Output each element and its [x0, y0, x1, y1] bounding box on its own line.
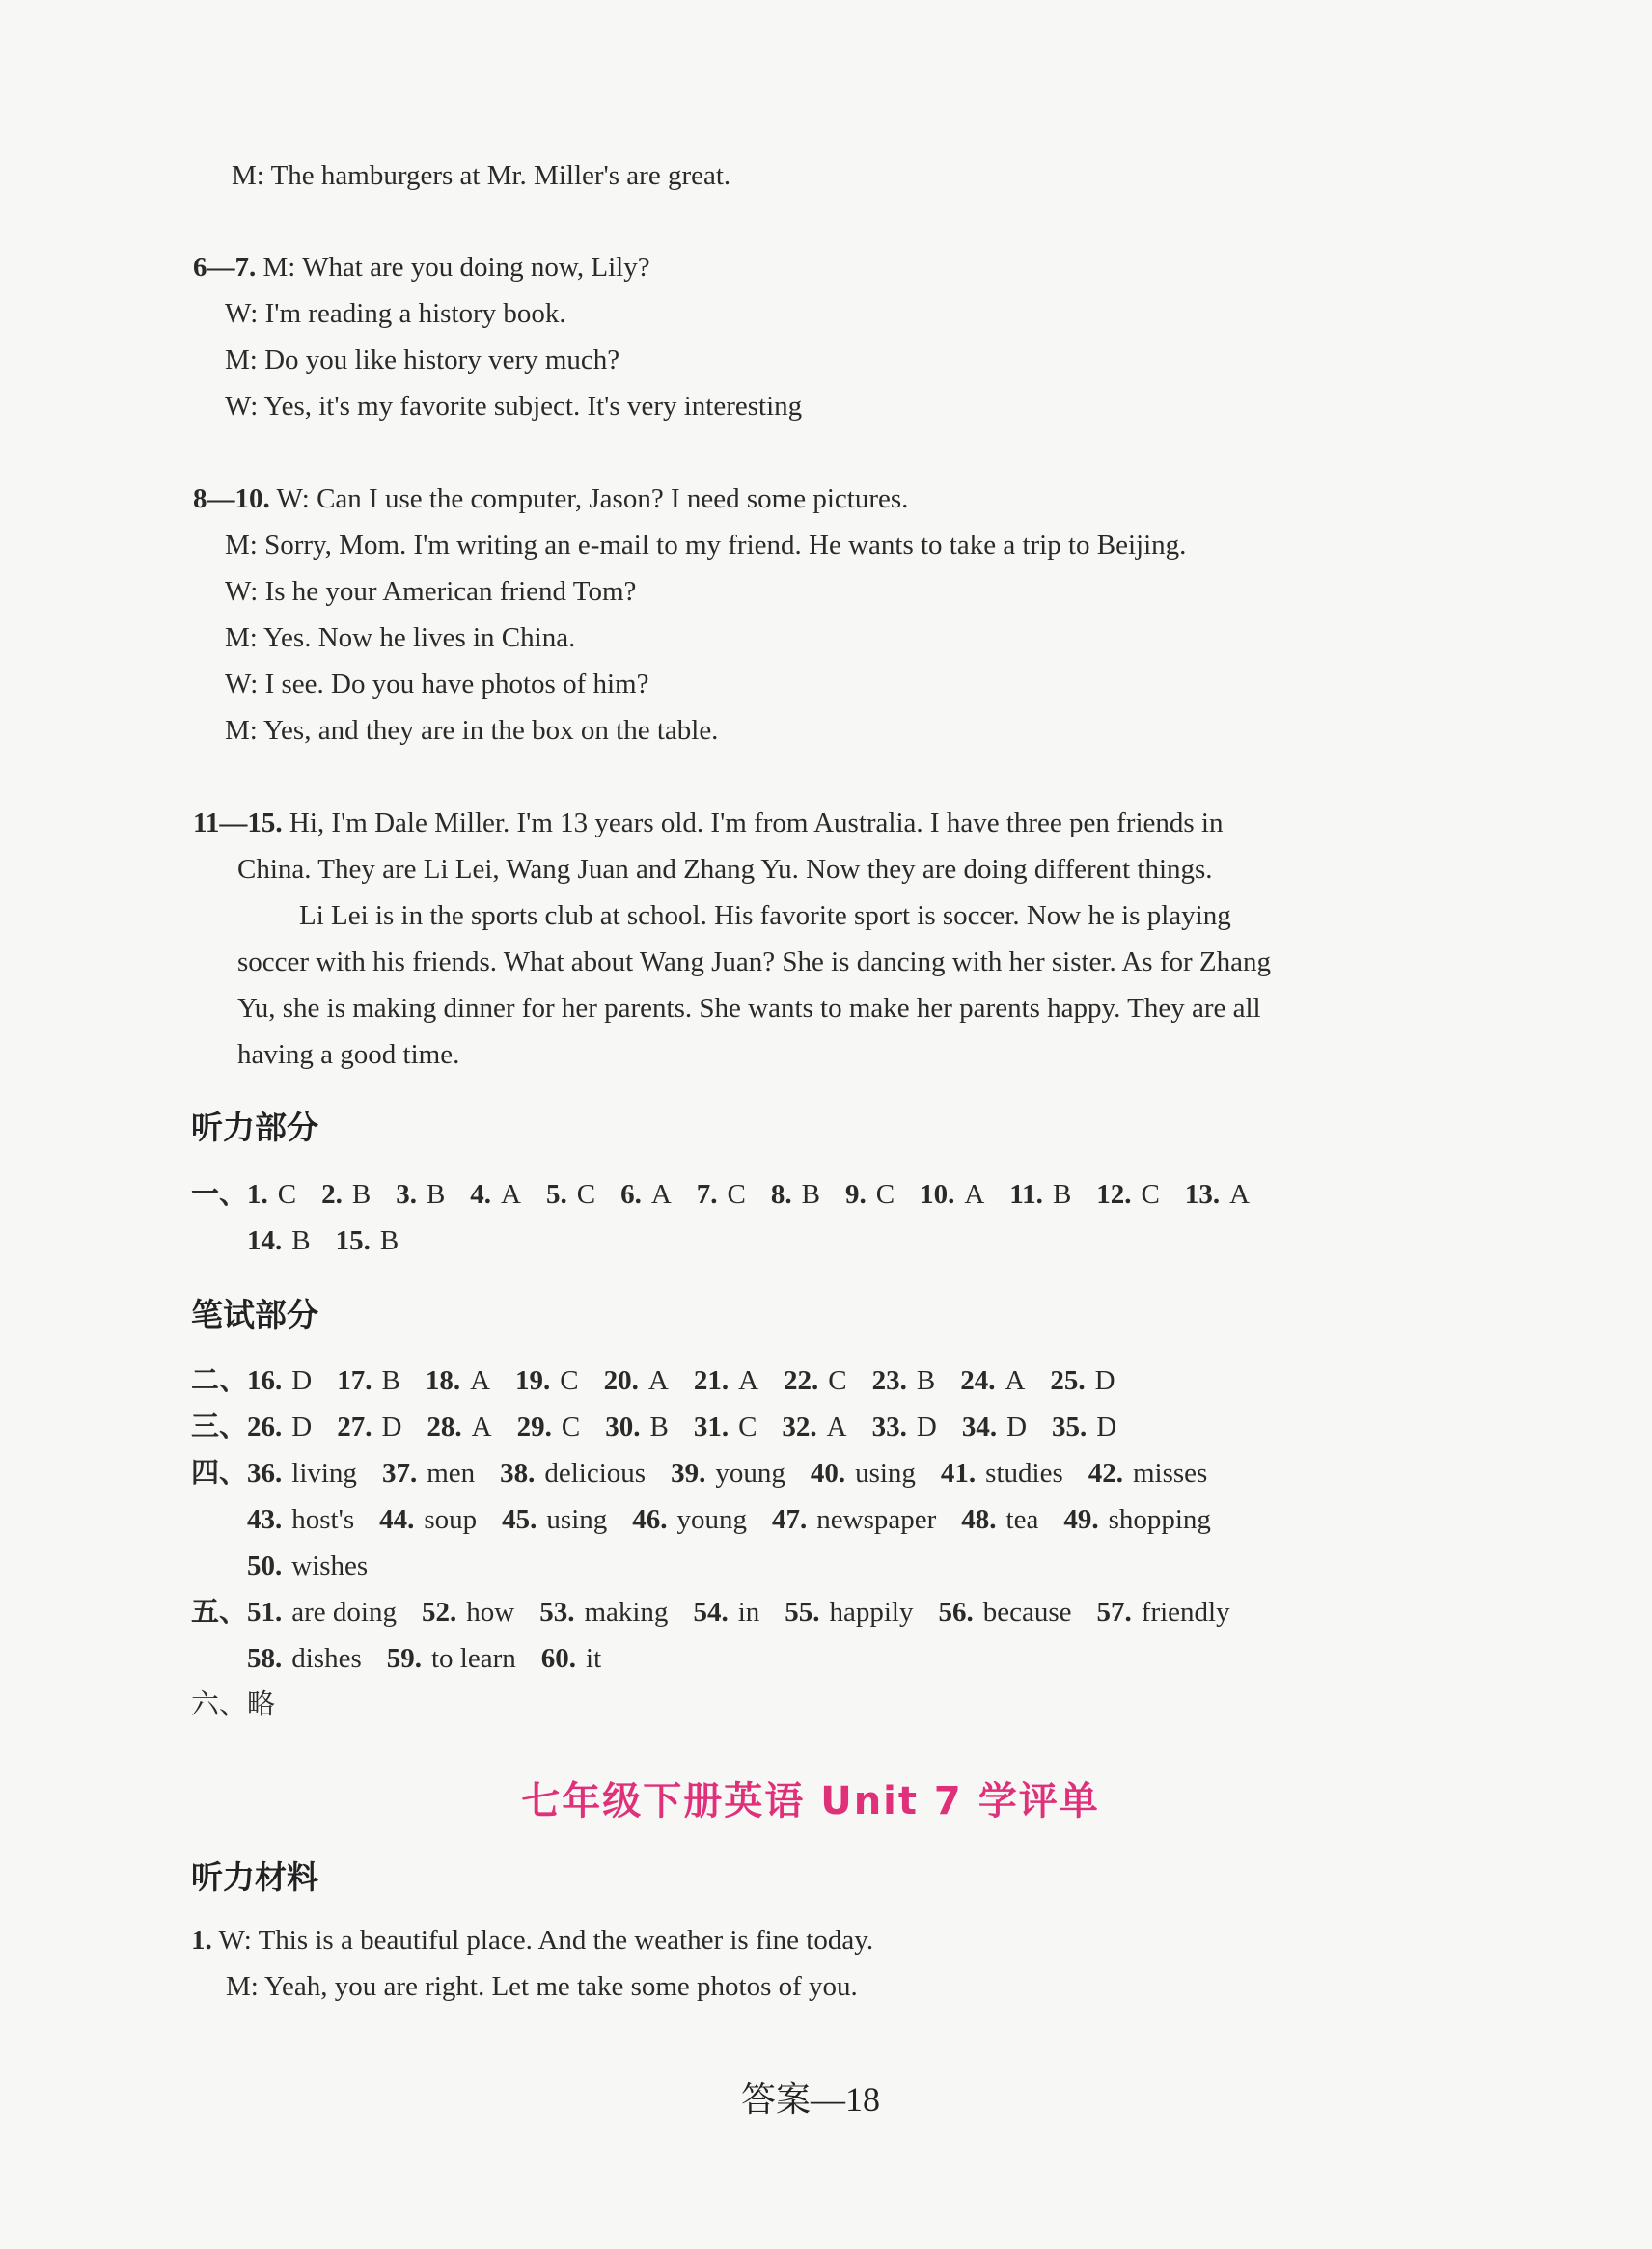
answer-number: 39.	[671, 1458, 706, 1489]
answer-number: 41.	[940, 1458, 977, 1489]
answer-list	[247, 1458, 1207, 1489]
answer-value: to learn	[431, 1643, 516, 1674]
answer-number: 13.	[1184, 1179, 1221, 1210]
answer-value: host's	[291, 1504, 355, 1535]
answer-number: 12.	[1096, 1179, 1132, 1210]
passage-line: having a good time.	[237, 1039, 460, 1070]
answer-number: 23.	[871, 1365, 907, 1396]
answer-list	[247, 1365, 1115, 1396]
answer-value: studies	[985, 1458, 1063, 1489]
answer-value: D	[291, 1365, 313, 1396]
answer-value: B	[649, 1412, 669, 1442]
answer-number: 56.	[938, 1597, 974, 1628]
answer-value: using	[546, 1504, 608, 1535]
answer-number: 5.	[546, 1179, 567, 1210]
question-number: 8—10.	[193, 483, 270, 514]
answer-list	[247, 1643, 601, 1674]
dialogue-line: M: Yes. Now he lives in China.	[225, 622, 576, 653]
passage-11-15	[193, 804, 1223, 842]
passage-line: Hi, I'm Dale Miller. I'm 13 years old. I'm from Australia. I have three pen friends in	[289, 808, 1224, 838]
answer-row	[247, 1639, 601, 1678]
section-prefix: 一、	[191, 1179, 248, 1210]
answer-number: 60.	[540, 1643, 577, 1674]
answer-row	[191, 1361, 1115, 1400]
answer-value: A	[1229, 1179, 1251, 1210]
answer-number: 32.	[782, 1412, 817, 1442]
answer-number: 46.	[632, 1504, 668, 1535]
dialogue-line: M: What are you doing now, Lily?	[262, 252, 650, 283]
answer-number: 44.	[379, 1504, 415, 1535]
answer-number: 27.	[337, 1412, 372, 1442]
passage-line: soccer with his friends. What about Wang Juan? She is dancing with her sister. As for Zhang	[237, 946, 1271, 977]
passage-line: Yu, she is making dinner for her parents. She wants to make her parents happy. They are all	[237, 993, 1261, 1024]
answer-number: 9.	[844, 1179, 867, 1210]
answer-value: A	[647, 1365, 669, 1396]
answer-number: 50.	[247, 1550, 283, 1581]
answer-number: 3.	[396, 1179, 417, 1210]
answer-value: how	[466, 1597, 515, 1628]
answer-value: A	[501, 1179, 521, 1210]
answer-number: 51.	[247, 1597, 283, 1628]
dialogue-line: W: I see. Do you have photos of him?	[225, 669, 649, 699]
dialogue-line: M: Yeah, you are right. Let me take some photos of you.	[226, 1971, 858, 2002]
answer-value: using	[855, 1458, 916, 1489]
answer-list	[247, 1179, 1250, 1210]
answer-value: D	[1006, 1412, 1028, 1442]
answer-list	[247, 1412, 1116, 1442]
answer-number: 22.	[784, 1365, 819, 1396]
answer-number: 6.	[620, 1179, 642, 1210]
section-prefix: 五、	[191, 1597, 248, 1628]
passage-line: China. They are Li Lei, Wang Juan and Zhang Yu. Now they are doing different things.	[237, 854, 1213, 885]
answer-number: 31.	[693, 1412, 730, 1442]
answer-value: happily	[829, 1597, 914, 1628]
answer-value: wishes	[291, 1550, 369, 1581]
answer-row	[247, 1221, 399, 1260]
answer-value: D	[381, 1412, 402, 1442]
answer-value: D	[291, 1412, 313, 1442]
dialogue-line: M: Sorry, Mom. I'm writing an e-mail to my friend. He wants to take a trip to Beijing.	[225, 530, 1187, 561]
dialogue-1	[191, 1921, 873, 1960]
answer-list	[247, 1225, 399, 1256]
answer-value: young	[676, 1504, 747, 1535]
answer-number: 28.	[427, 1412, 462, 1442]
answer-number: 33.	[871, 1412, 907, 1442]
section-prefix: 三、	[191, 1412, 248, 1442]
answer-value: men	[427, 1458, 476, 1489]
section-heading-materials: 听力材料	[191, 1858, 318, 1896]
answer-number: 11.	[1009, 1179, 1043, 1210]
answer-number: 7.	[696, 1179, 718, 1210]
answer-value: B	[379, 1225, 399, 1256]
answer-value: A	[738, 1365, 759, 1396]
passage-line: Li Lei is in the sports club at school. His favorite sport is soccer. Now he is playing	[299, 900, 1231, 931]
answer-number: 18.	[425, 1365, 461, 1396]
answer-number: 34.	[961, 1412, 998, 1442]
answer-row	[191, 1593, 1230, 1632]
answer-value: C	[576, 1179, 596, 1210]
dialogue-line: M: Yes, and they are in the box on the table.	[225, 715, 719, 746]
answer-value: C	[828, 1365, 847, 1396]
answer-number: 48.	[961, 1504, 997, 1535]
answer-number: 52.	[421, 1597, 457, 1628]
answer-value: newspaper	[816, 1504, 937, 1535]
answer-number: 19.	[515, 1365, 551, 1396]
dialogue-6-7	[193, 248, 650, 287]
dialogue-line: W: This is a beautiful place. And the weather is fine today.	[218, 1925, 874, 1956]
answer-row	[191, 1454, 1207, 1493]
answer-number: 58.	[247, 1643, 283, 1674]
answer-number: 40.	[810, 1458, 846, 1489]
answer-row	[191, 1408, 1116, 1446]
answer-number: 26.	[247, 1412, 283, 1442]
answer-number: 24.	[960, 1365, 996, 1396]
dialogue-line: M: The hamburgers at Mr. Miller's are great.	[232, 160, 731, 191]
section-heading-listening: 听力部分	[191, 1109, 318, 1146]
answer-value: in	[737, 1597, 760, 1628]
answer-value: making	[584, 1597, 669, 1628]
answer-value: B	[801, 1179, 820, 1210]
answer-value: C	[738, 1412, 757, 1442]
answer-value: young	[715, 1458, 785, 1489]
answer-value: friendly	[1141, 1597, 1230, 1628]
answer-value: C	[561, 1412, 581, 1442]
answer-number: 38.	[500, 1458, 536, 1489]
answer-value: D	[1096, 1412, 1117, 1442]
answer-list	[247, 1504, 1211, 1535]
answer-value: A	[826, 1412, 847, 1442]
section-heading-written: 笔试部分	[191, 1296, 318, 1333]
dialogue-line: W: Is he your American friend Tom?	[225, 576, 637, 607]
answer-number: 53.	[539, 1597, 575, 1628]
answer-number: 14.	[247, 1225, 283, 1256]
answer-number: 21.	[693, 1365, 730, 1396]
answer-list	[247, 1597, 1230, 1628]
page-footer: 答案—18	[740, 2080, 880, 2119]
answer-value: it	[586, 1643, 602, 1674]
answer-number: 29.	[516, 1412, 552, 1442]
answer-value: misses	[1132, 1458, 1208, 1489]
answer-number: 4.	[470, 1179, 492, 1210]
answer-number: 30.	[605, 1412, 641, 1442]
answer-number: 49.	[1063, 1504, 1099, 1535]
dialogue-line: M: Do you like history very much?	[225, 344, 620, 375]
answer-value: shopping	[1108, 1504, 1211, 1535]
answer-value: C	[727, 1179, 746, 1210]
question-number: 1.	[191, 1925, 212, 1956]
answer-value: A	[470, 1365, 491, 1396]
answer-row	[191, 1175, 1250, 1214]
answer-value: D	[916, 1412, 937, 1442]
answer-number: 55.	[785, 1597, 820, 1628]
answer-value: soup	[424, 1504, 478, 1535]
dialogue-line: W: I'm reading a history book.	[225, 298, 566, 329]
answer-number: 1.	[247, 1179, 268, 1210]
answer-value: tea	[1005, 1504, 1039, 1535]
answer-number: 36.	[247, 1458, 283, 1489]
answer-number: 43.	[247, 1504, 283, 1535]
answer-value: A	[650, 1179, 672, 1210]
answer-number: 17.	[337, 1365, 372, 1396]
unit-title: 七年级下册英语 Unit 7 学评单	[521, 1779, 1100, 1824]
answer-value: B	[381, 1365, 400, 1396]
answer-value: B	[426, 1179, 446, 1210]
answer-row	[247, 1500, 1211, 1539]
question-number: 6—7.	[193, 252, 257, 283]
answer-value: delicious	[544, 1458, 647, 1489]
answer-number: 57.	[1096, 1597, 1132, 1628]
answer-number: 8.	[770, 1179, 792, 1210]
answer-number: 10.	[920, 1179, 955, 1210]
section-prefix: 四、	[191, 1458, 248, 1489]
answer-value: A	[1005, 1365, 1026, 1396]
dialogue-line: W: Yes, it's my favorite subject. It's very interesting	[225, 391, 803, 422]
answer-row	[247, 1547, 368, 1585]
answer-value: C	[875, 1179, 895, 1210]
answer-value: B	[916, 1365, 936, 1396]
dialogue-line: W: Can I use the computer, Jason? I need some pictures.	[276, 483, 909, 514]
question-number: 11—15.	[193, 808, 283, 838]
answer-value: D	[1094, 1365, 1115, 1396]
answer-value: because	[982, 1597, 1072, 1628]
answer-value: C	[277, 1179, 297, 1210]
answer-value: C	[560, 1365, 579, 1396]
answer-number: 16.	[247, 1365, 283, 1396]
answer-value: A	[964, 1179, 985, 1210]
answer-value: A	[471, 1412, 492, 1442]
answer-number: 2.	[321, 1179, 343, 1210]
answer-number: 59.	[386, 1643, 422, 1674]
answer-list	[247, 1550, 368, 1581]
dialogue-8-10	[193, 480, 908, 518]
answer-number: 42.	[1088, 1458, 1123, 1489]
answer-value: C	[1141, 1179, 1160, 1210]
answer-number: 35.	[1052, 1412, 1088, 1442]
answer-value: B	[1052, 1179, 1072, 1210]
answer-value: B	[291, 1225, 311, 1256]
answer-number: 37.	[381, 1458, 418, 1489]
answer-value: living	[291, 1458, 357, 1489]
section-prefix: 二、	[191, 1365, 248, 1396]
answer-number: 45.	[502, 1504, 537, 1535]
answer-number: 47.	[772, 1504, 808, 1535]
answer-value: dishes	[291, 1643, 362, 1674]
answer-number: 20.	[603, 1365, 639, 1396]
answer-number: 15.	[335, 1225, 371, 1256]
answer-value: are doing	[291, 1597, 397, 1628]
answer-number: 54.	[693, 1597, 729, 1628]
answer-number: 25.	[1050, 1365, 1086, 1396]
answer-value: B	[351, 1179, 372, 1210]
answer-row: 六、略	[191, 1689, 276, 1720]
